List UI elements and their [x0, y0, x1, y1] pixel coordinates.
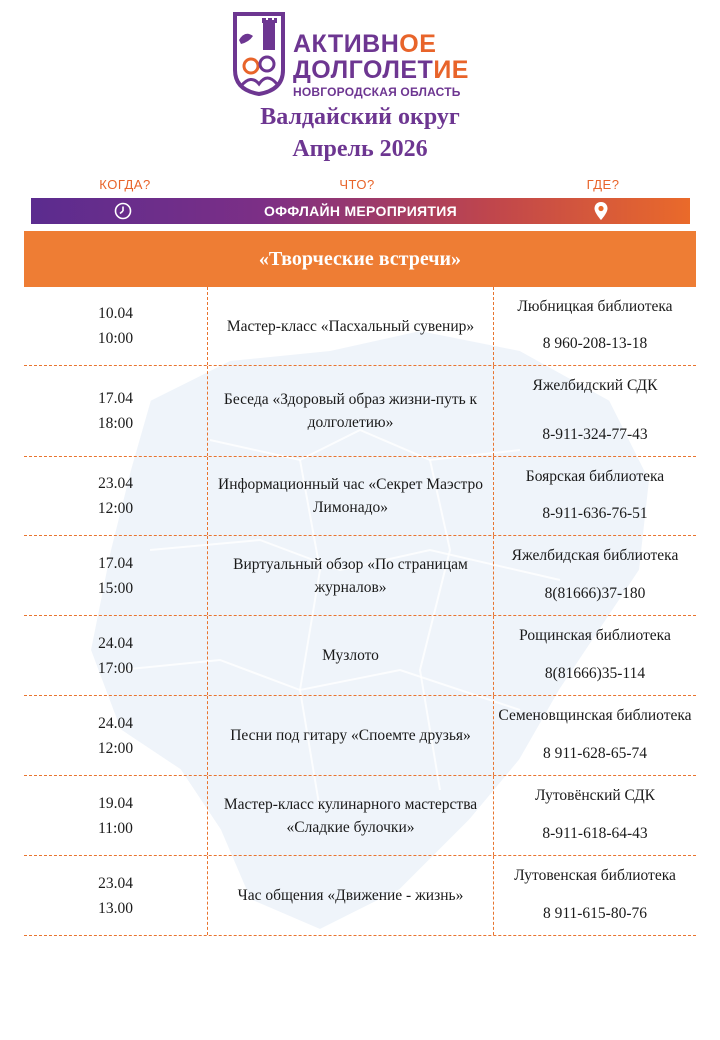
- logo-line-1: АКТИВНОЕ: [293, 30, 437, 58]
- event-where: [494, 776, 696, 855]
- what-label: ЧТО?: [339, 177, 375, 192]
- logo-emblem-icon: [229, 10, 289, 96]
- event-time: 12:00: [97, 500, 134, 517]
- event-place: Любницкая библиотека: [517, 298, 673, 315]
- event-time: 15:00: [97, 579, 134, 597]
- district-heading: Валдайский округ: [260, 104, 460, 130]
- aktivnoe-dolgoletie-logo: [229, 10, 499, 99]
- event-phone: 8-911-324-77-43: [542, 426, 648, 443]
- event-date: 23.04: [98, 874, 133, 892]
- event-date: 24.04: [98, 634, 133, 652]
- event-time: 17:00: [97, 659, 134, 677]
- event-time: 18:00: [97, 415, 134, 432]
- event-phone: 8-911-618-64-43: [542, 825, 648, 842]
- event-date: 24.04: [98, 714, 133, 732]
- offline-events-banner: [31, 198, 690, 224]
- event-title: Виртуальный обзор «По страницам журналов»: [208, 536, 494, 615]
- section-title: «Творческие встречи»: [24, 231, 696, 287]
- event-place: Рощинская библиотека: [519, 627, 671, 644]
- event-phone: 8(81666)37-180: [544, 585, 646, 602]
- event-date: 10.04: [98, 305, 133, 322]
- event-when: [24, 856, 208, 935]
- event-time: 10:00: [97, 330, 134, 347]
- event-title: Музлото: [208, 616, 494, 695]
- event-phone: 8-911-636-76-51: [542, 505, 648, 522]
- event-where: [494, 536, 696, 615]
- month-heading: Апрель 2026: [292, 136, 428, 162]
- event-place: Яжелбидская библиотека: [511, 547, 679, 564]
- event-title: Мастер-класс «Пасхальный сувенир»: [208, 287, 494, 365]
- location-pin-icon: [593, 201, 609, 221]
- event-title: Мастер-класс кулинарного мастерства «Сладкие булочки»: [208, 776, 494, 855]
- event-title: Информационный час «Секрет Маэстро Лимонадо»: [208, 457, 494, 535]
- event-time: 11:00: [98, 819, 133, 837]
- event-where: [494, 856, 696, 935]
- event-date: 17.04: [98, 554, 133, 572]
- event-phone: 8(81666)35-114: [544, 665, 646, 682]
- event-place: Лутовёнский СДК: [534, 787, 656, 804]
- where-label: ГДЕ?: [586, 177, 620, 192]
- event-when: [24, 616, 208, 695]
- event-place: Боярская библиотека: [525, 468, 665, 485]
- event-place: Лутовенская библиотека: [514, 867, 676, 884]
- event-phone: 8 911-615-80-76: [542, 905, 648, 922]
- event-when: [24, 457, 208, 535]
- event-row: [24, 287, 696, 366]
- when-label: КОГДА?: [99, 177, 151, 192]
- event-title: Час общения «Движение - жизнь»: [208, 856, 494, 935]
- event-date: 17.04: [98, 390, 133, 407]
- event-where: [494, 616, 696, 695]
- event-phone: 8 960-208-13-18: [542, 335, 648, 352]
- event-row: [24, 457, 696, 536]
- event-row: [24, 616, 696, 696]
- event-phone: 8 911-628-65-74: [542, 745, 648, 762]
- event-date: 19.04: [98, 794, 133, 812]
- event-place: Яжелбидский СДК: [532, 377, 658, 394]
- event-row: [24, 776, 696, 856]
- event-where: [494, 366, 696, 456]
- event-title: Песни под гитару «Споемте друзья»: [208, 696, 494, 775]
- events-table: [24, 287, 696, 936]
- logo-line-2: ДОЛГОЛЕТИЕ: [293, 56, 469, 84]
- event-date: 23.04: [98, 475, 133, 492]
- event-title: Беседа «Здоровый образ жизни-путь к долголетию»: [208, 366, 494, 456]
- event-time: 13.00: [98, 899, 133, 917]
- event-when: [24, 696, 208, 775]
- event-where: [494, 457, 696, 535]
- event-row: [24, 856, 696, 936]
- event-place: Семеновщинская библиотека: [498, 707, 692, 724]
- logo-region-text: НОВГОРОДСКАЯ ОБЛАСТЬ: [293, 85, 461, 99]
- event-row: [24, 536, 696, 616]
- event-when: [24, 287, 208, 365]
- event-when: [24, 366, 208, 456]
- event-where: [494, 287, 696, 365]
- event-row: [24, 366, 696, 457]
- event-when: [24, 776, 208, 855]
- event-row: [24, 696, 696, 776]
- event-when: [24, 536, 208, 615]
- banner-title: ОФФЛАЙН МЕРОПРИЯТИЯ: [263, 203, 457, 219]
- event-where: [494, 696, 696, 775]
- event-time: 12:00: [97, 739, 134, 757]
